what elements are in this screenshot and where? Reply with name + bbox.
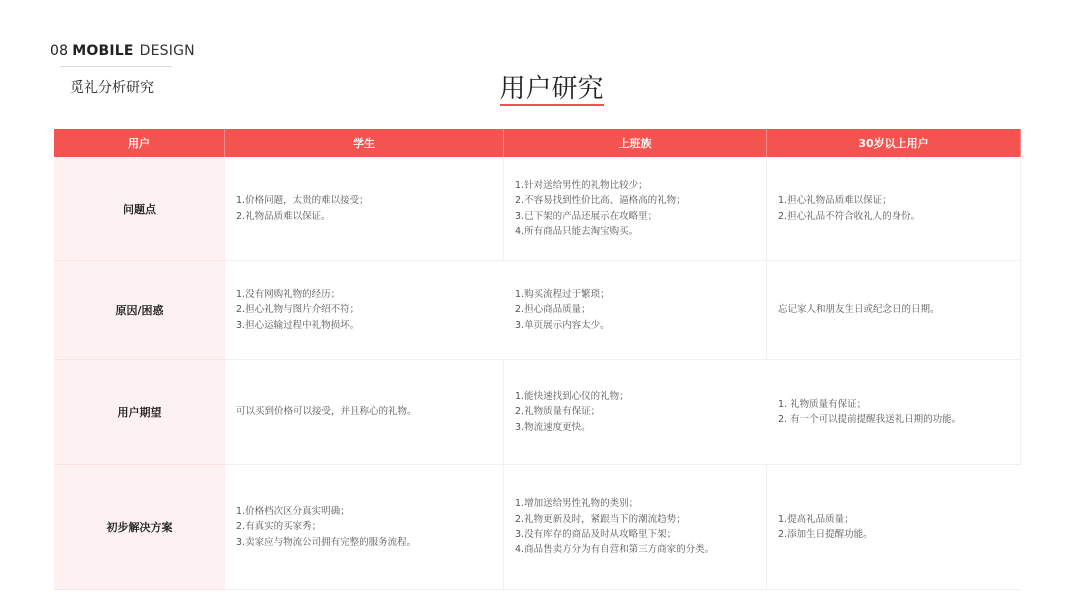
section-word-light: DESIGN [139,43,195,59]
cell-line: 2. 有一个可以提前提醒我送礼日期的功能。 [778,414,962,425]
table-cell [504,360,767,465]
section-word-bold: MOBILE [72,43,134,59]
row-header: 问题点 [54,157,225,261]
cell-line: 4.所有商品只能去淘宝购买。 [515,225,639,237]
cell-line: 1.针对送给男性的礼物比较少； [515,179,648,191]
cell-line: 3.担心运输过程中礼物损坏。 [236,319,360,331]
cell-line: 3.已下架的产品还展示在攻略里； [515,210,658,222]
section-label [50,43,195,59]
row-header: 用户期望 [54,360,225,465]
column-header-over-30: 30岁以上用户 [767,129,1021,157]
cell-line: 4.商品售卖方分为有自营和第三方商家的分类。 [515,544,715,556]
research-table [54,129,1021,594]
column-header-user: 用户 [54,129,225,157]
cell-line: 2.担心礼品不符合收礼人的身份。 [778,210,921,222]
cell-line: 2.不容易找到性价比高、逼格高的礼物； [515,195,686,207]
cell-line: 3.卖家应与物流公司拥有完整的服务流程。 [236,536,417,548]
cell-line: 1.购买流程过于繁琐； [515,288,610,300]
cell-line: 1.能快速找到心仪的礼物； [515,390,629,402]
cell-line: 1. 礼物质量有保证； [778,398,867,410]
cell-line: 可以买到价格可以接受，并且称心的礼物。 [236,406,417,418]
cell-line: 1.担心礼物品质难以保证； [778,195,892,207]
cell-line: 3.单页展示内容太少。 [515,319,610,331]
cell-line: 忘记家人和朋友生日或纪念日的日期。 [778,304,940,316]
cell-line: 2.礼物更新及时，紧跟当下的潮流趋势； [515,513,686,525]
cell-line: 3.没有库存的商品及时从攻略里下架； [515,529,677,540]
cell-line: 2.添加生日提醒功能。 [778,529,873,540]
table-cell [767,157,1021,261]
cell-line: 2.担心商品质量； [515,304,591,316]
page-subtitle: 觅礼分析研究 [70,80,154,96]
column-header-office-worker: 上班族 [504,129,767,157]
section-divider [60,66,172,67]
title-underline [500,104,604,106]
table-cell [225,157,504,261]
section-number: 08 [50,43,69,59]
cell-line: 2.有真实的买家秀； [236,521,322,533]
cell-line: 1.增加送给男性礼物的类别； [515,498,639,510]
cell-line: 1.没有网购礼物的经历； [236,288,341,300]
cell-line: 2.担心礼物与图片介绍不符； [236,304,360,316]
table-cell [225,360,504,465]
table-cell [504,465,767,590]
column-header-student: 学生 [225,129,504,157]
table-cell [767,360,1021,465]
table-cell [767,261,1021,360]
table-cell [225,465,504,590]
row-header: 原因/困惑 [54,261,225,360]
table-cell [504,157,767,261]
cell-line: 3.物流速度更快。 [515,421,591,433]
cell-line: 2.礼物品质难以保证。 [236,210,331,222]
row-header: 初步解决方案 [54,465,225,590]
table-cell [225,261,504,360]
cell-line: 1.价格问题，太贵的难以接受； [236,195,369,207]
cell-line: 1.价格档次区分真实明确； [236,505,350,517]
page-title: 用户研究 [499,74,604,104]
table-cell [504,261,767,360]
cell-line: 1.提高礼品质量； [778,513,854,525]
cell-line: 2.礼物质量有保证； [515,406,601,418]
table-cell [767,465,1021,590]
